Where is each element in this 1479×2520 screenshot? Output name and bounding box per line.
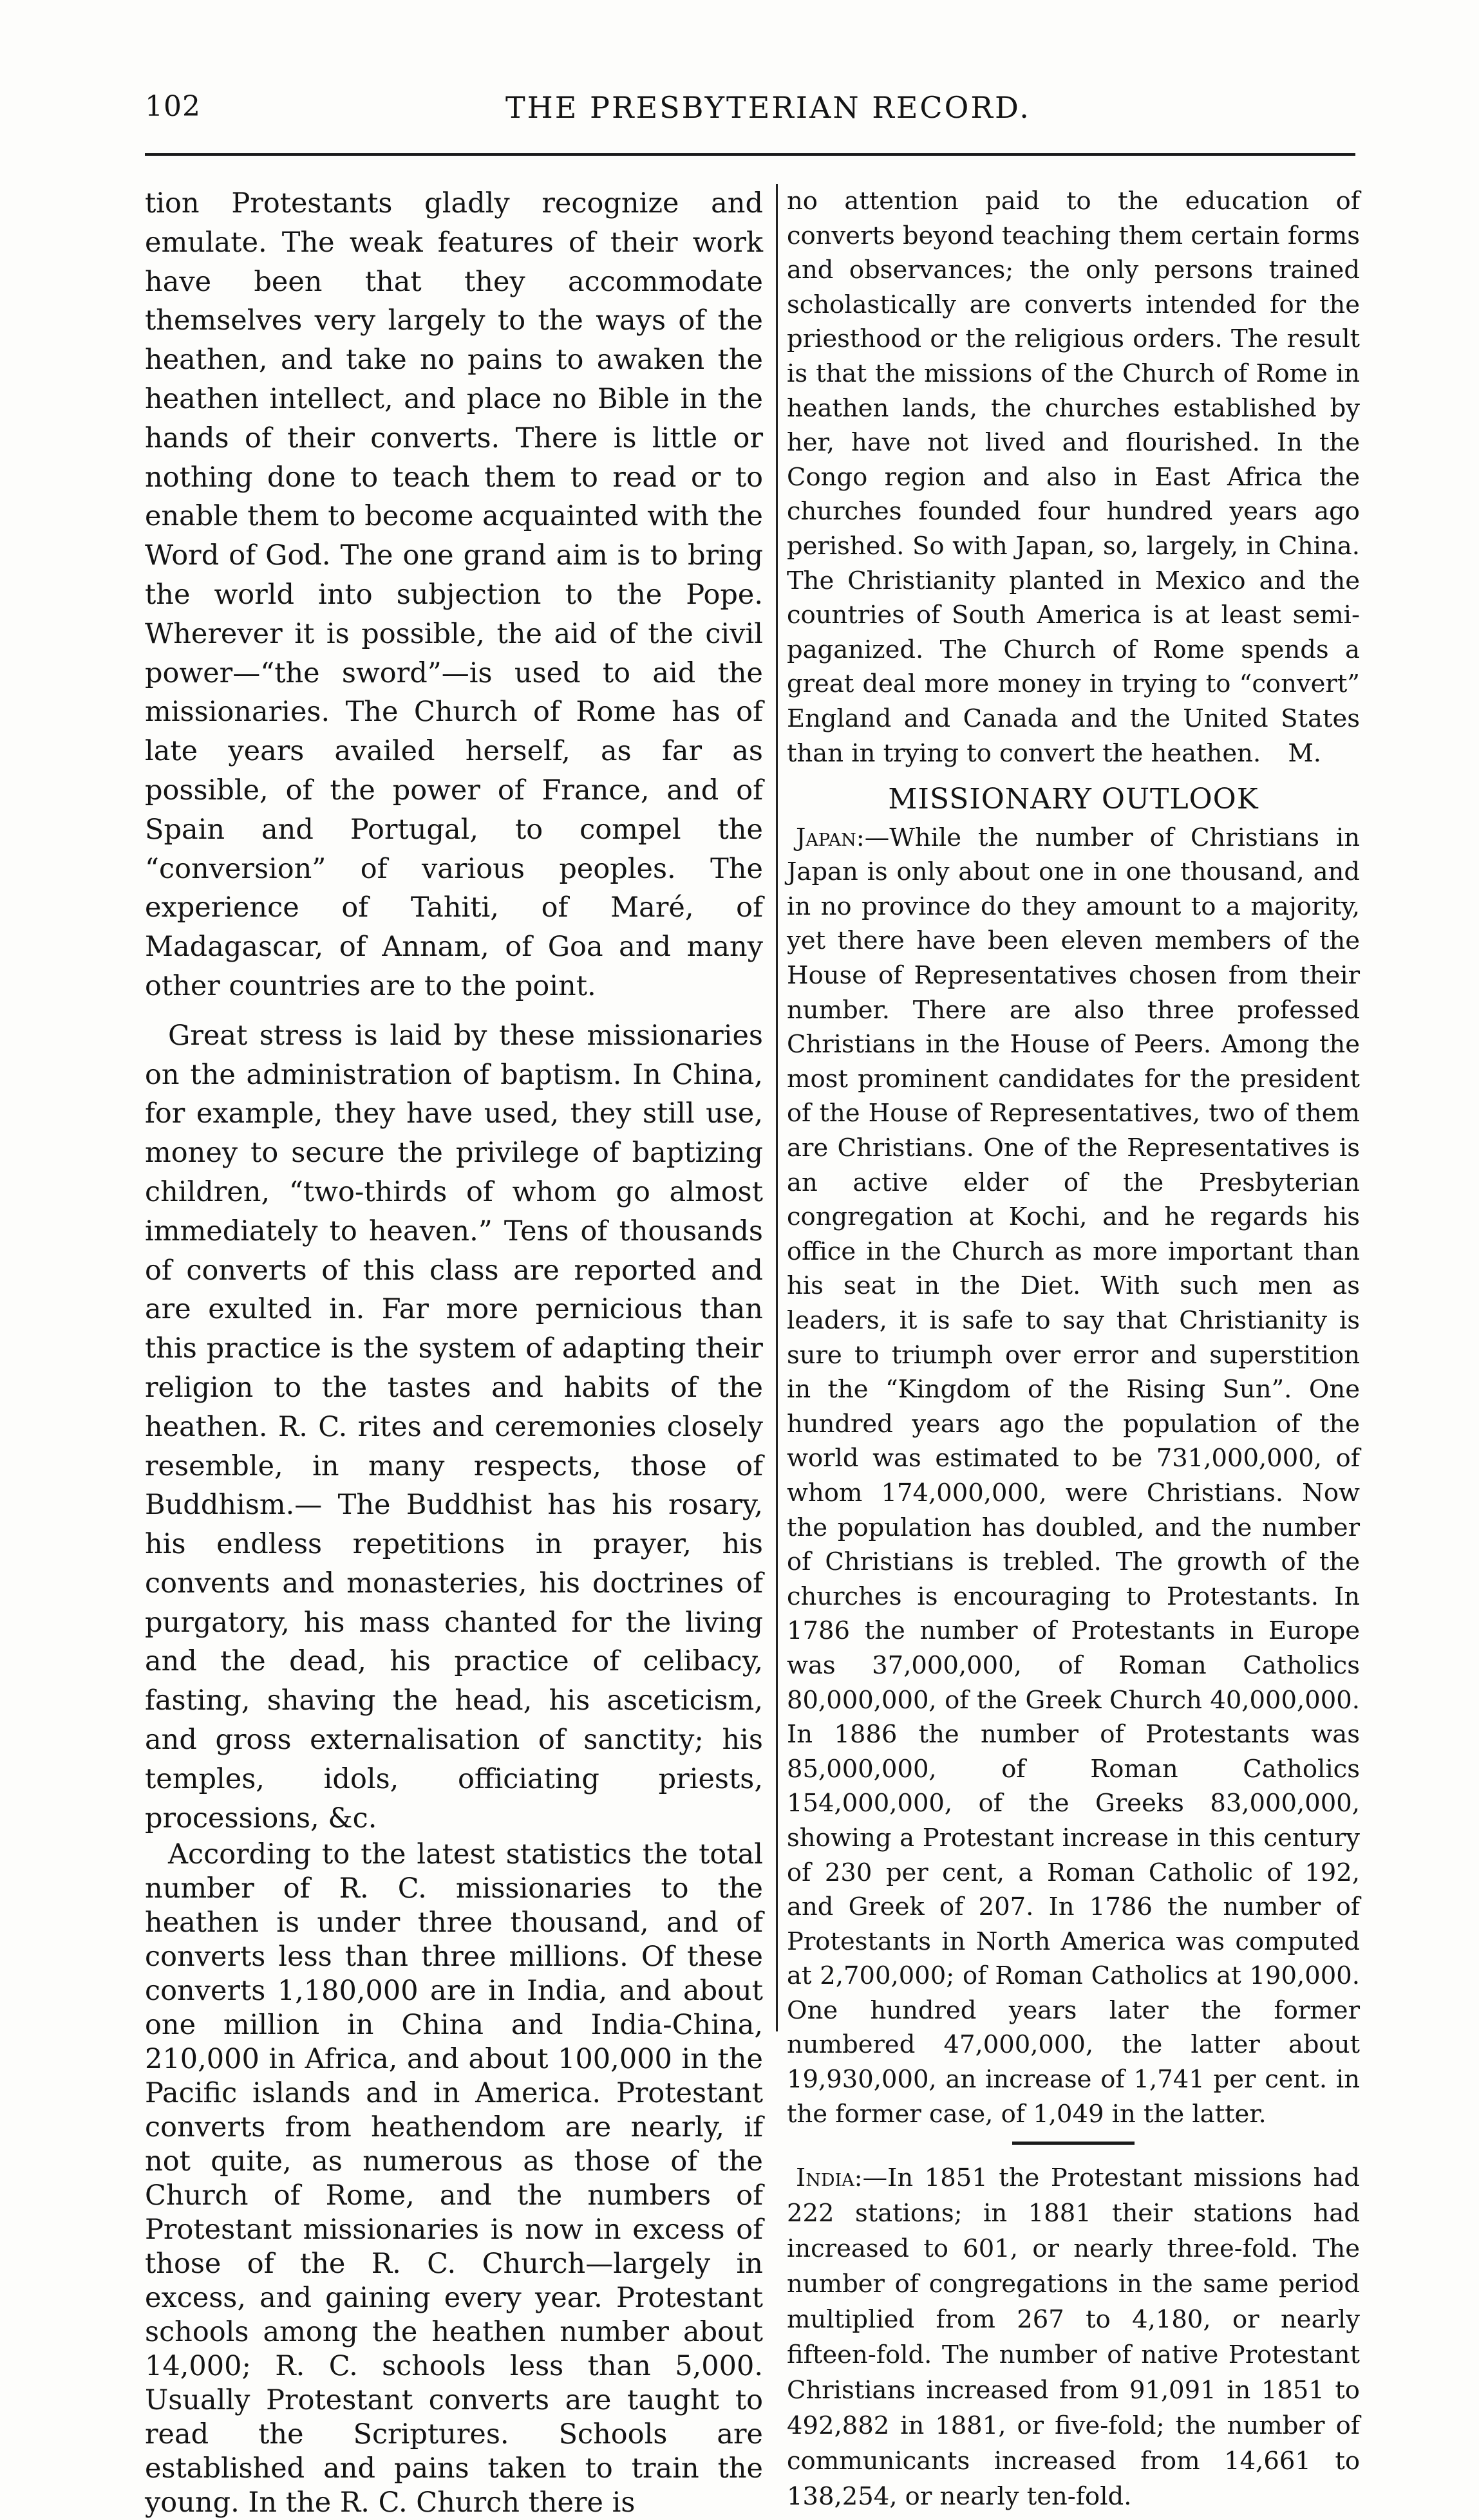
left-paragraph-1: tion Protestants gladly recognize and emulate. The weak features of their work have been that they accommodate themselves very largely to the ways of the heathen, and take no pains to awaken the heathen intellect, and place no Bible in the hands of their converts. There is little or nothing done to teach them to read or to enable them to become acquainted with the Word of God. The one grand aim is to bring the world into subjection to the Pope. Wherever it is possible, the aid of the civil power—“the sword”—is used to aid the missionaries. The Church of Rome has of late years availed herself, as far as possible, of the power of France, and of Spain and Portugal, to compel the “conversion” of various peoples. The experience of Tahiti, of Maré, of Madagascar, of Annam, of Goa and many other countries are to the point. <box>145 187 763 1002</box>
right-column <box>787 184 1360 2512</box>
india-text: :—In 1851 the Protestant missions had 222 stations; in 1881 their stations had increased to 601, or nearly three-fold. The number of congregations in the same period multiplied from 267 to 4,180, or nearly fifteen-fold. The number of native Protestant Christians increased from 91,091 in 1851 to 492,882 in 1881, or five-fold; the number of communicants increased from 14,661 to 138,254, or nearly ten-fold. <box>787 2163 1360 2512</box>
page-number: 102 <box>145 90 201 123</box>
japan-paragraph <box>787 821 1360 2132</box>
left-paragraph-3: According to the latest statistics the total number of R. C. missionaries to the heathen is under three thousand, and of converts less than three millions. Of these converts 1,180,000 are in India, and about one million in China and India-China, 210,000 in Africa, and about 100,000 in the Pacific islands and in America. Protestant converts from heathendom are nearly, if not quite, as numerous as those of the Church of Rome, and the numbers of Protestant missionaries is now in excess of those of the R. C. Church—largely in excess, and gaining every year. Protestant schools among the heathen number about 14,000; R. C. schools less than 5,000. Usually Protestant converts are taught to read the Scriptures. Schools are established and pains taken to train the young. In the R. C. Church there is <box>145 1838 763 2519</box>
author-signature: M. <box>1288 738 1321 768</box>
japan-lead: Japan <box>796 823 856 852</box>
right-paragraph-1 <box>787 184 1360 770</box>
header-rule <box>145 153 1355 156</box>
right-paragraph-1-text: no attention paid to the education of converts beyond teaching them certain forms and observances; the only persons trained scholastically are converts intended for the priesthood or the religious orders. The result is that the missions of the Church of Rome in heathen lands, the churches established by her, have not lived and flourished. In the Congo region and also in East Africa the churches founded four hundred years ago perished. So with Japan, so, largely, in China. The Christianity planted in Mexico and the countries of South America is at least semi-paganized. The Church of Rome spends a great deal more money in trying to “convert” England and Canada and the United States than in trying to convert the heathen. <box>787 187 1360 768</box>
india-paragraph <box>787 2160 1360 2514</box>
column-divider <box>776 184 778 2031</box>
section-separator <box>1012 2142 1135 2145</box>
left-paragraph-2: Great stress is laid by these missionaries on the administration of baptism. In China, for example, they have used, they still use, money to secure the privilege of baptizing children, “two-thirds of whom go almost immediately to heaven.” Tens of thousands of converts of this class are reported and are exulted in. Far more pernicious than this practice is the system of adapting their religion to the tastes and habits of the heathen. R. C. rites and ceremonies closely resemble, in many respects, those of Buddhism.— The Buddhist has his rosary, his endless repetitions in prayer, his convents and monasteries, his doctrines of purgatory, his mass chanted for the living and the dead, his practice of celibacy, fasting, shaving the head, his asceticism, and gross externalisation of sanctity; his temples, idols, officiating priests, processions, &c. <box>145 1019 763 1834</box>
japan-text: :—While the number of Christians in Japan is only about one in one thousand, and in no province do they amount to a majority, yet there have been eleven members of the House of Representatives chosen from their number. There are also three professed Christians in the House of Peers. Among the most prominent candidates for the president of the House of Representatives, two of them are Christians. One of the Representatives is an active elder of the Presbyterian congregation at Kochi, and he regards his office in the Church as more important than his seat in the Diet. With such men as leaders, it is safe to say that Christianity is sure to triumph over error and superstition in the “Kingdom of the Rising Sun”. One hundred years ago the population of the world was estimated to be 731,000,000, of whom 174,000,000, were Christians. Now the population has doubled, and the number of Christians is trebled. The growth of the churches is encouraging to Protestants. In 1786 the number of Protestants in Europe was 37,000,000, of Roman Catholics 80,000,000, of the Greek Church 40,000,000. In 1886 the number of Protestants was 85,000,000, of Roman Catholics 154,000,000, of the Greeks 83,000,000, showing a Protestant increase in this century of 230 per cent, a Roman Catholic of 192, and Greek of 207. In 1786 the number of Protestants in North America was computed at 2,700,000; of Roman Catholics at 190,000. One hundred years later the former numbered 47,000,000, the latter about 19,930,000, an increase of 1,741 per cent. in the former case, of 1,049 in the latter. <box>787 823 1360 2129</box>
india-lead: India <box>796 2163 854 2193</box>
section-title: MISSIONARY OUTLOOK <box>888 783 1259 816</box>
page-header <box>145 90 1355 142</box>
running-title: THE PRESBYTERIAN RECORD. <box>505 90 1031 125</box>
left-column <box>145 184 763 2519</box>
